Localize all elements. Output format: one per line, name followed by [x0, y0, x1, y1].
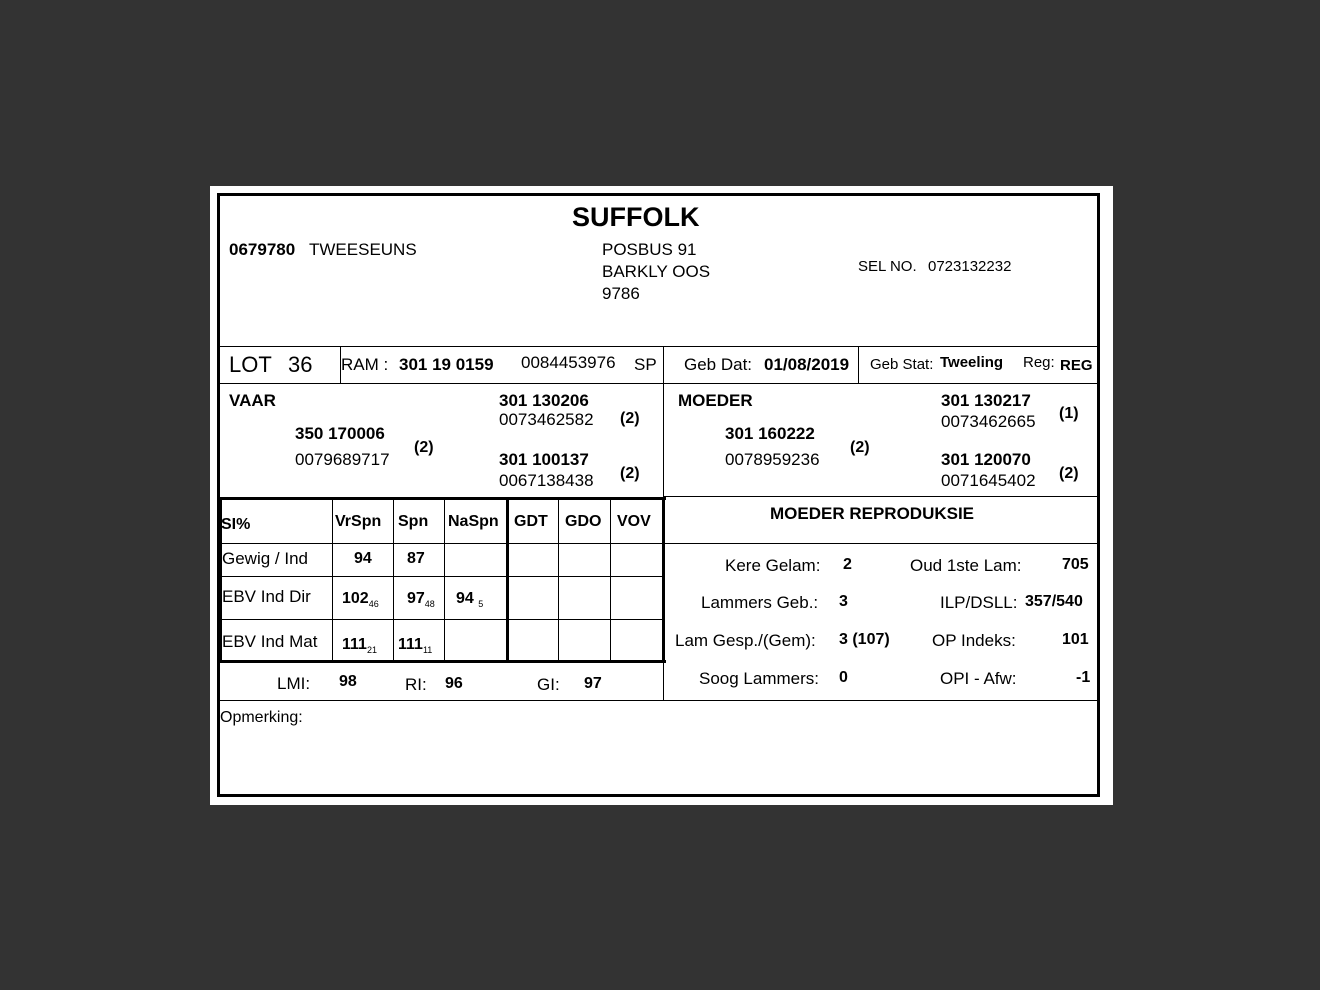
kere-gelam-label: Kere Gelam: [725, 556, 821, 575]
ram-reg-number: 0084453976 [521, 353, 616, 372]
table-col-line [610, 499, 611, 661]
oud-1ste-lam-value: 705 [1062, 556, 1089, 573]
address-line-1: POSBUS 91 [602, 240, 697, 259]
owner-name: TWEESEUNS [309, 240, 417, 259]
dam-label: MOEDER [678, 391, 753, 410]
sire-dam-count: (2) [620, 465, 640, 482]
ebv-mat-spn: $111_{11}$ [398, 636, 433, 655]
ri-value: 96 [445, 675, 463, 692]
gdt-header: GDT [514, 513, 548, 530]
table-row-line [220, 543, 664, 544]
table-border [506, 497, 509, 663]
divider-line [858, 346, 859, 383]
row-label-ebv-mat: EBV Ind Mat [222, 632, 318, 651]
divider-line [220, 700, 1098, 701]
phone-label: SEL NO. [858, 258, 917, 275]
row-label-ebv-dir: EBV Ind Dir [222, 587, 311, 606]
sire-dam-reg: 0067138438 [499, 471, 594, 490]
dam-reg: 0078959236 [725, 450, 820, 469]
oud-1ste-lam-label: Oud 1ste Lam: [910, 556, 1022, 575]
dam-sire-id: 301 130217 [941, 391, 1031, 410]
dam-dam-reg: 0071645402 [941, 471, 1036, 490]
si-header: SI% [221, 516, 251, 533]
gewig-spn: 87 [407, 550, 425, 567]
lam-gesp-label: Lam Gesp./(Gem): [675, 631, 816, 650]
remarks-label: Opmerking: [220, 709, 303, 726]
sire-dam-id: 301 100137 [499, 450, 589, 469]
breed-title: SUFFOLK [572, 202, 700, 232]
gdo-header: GDO [565, 513, 602, 530]
dam-count: (2) [850, 439, 870, 456]
ebv-dir-spn: $97_{48}$ [407, 590, 435, 609]
lot-card-border [217, 193, 1100, 797]
dam-id: 301 160222 [725, 424, 815, 443]
row-label-gewig: Gewig / Ind [222, 549, 308, 568]
dam-dam-count: (2) [1059, 465, 1079, 482]
sire-sire-count: (2) [620, 410, 640, 427]
lammers-geb-value: 3 [839, 593, 848, 610]
vov-header: VOV [617, 513, 651, 530]
birth-status: Tweeling [940, 354, 1004, 371]
op-indeks-label: OP Indeks: [932, 631, 1016, 650]
dam-dam-id: 301 120070 [941, 450, 1031, 469]
soog-lammers-label: Soog Lammers: [699, 669, 819, 688]
kere-gelam-value: 2 [843, 556, 852, 573]
owner-code: 0679780 [229, 240, 296, 259]
ebv-dir-vrspn: $102_{46}$ [342, 590, 379, 609]
gewig-vrspn: 94 [354, 550, 372, 567]
address-line-2: BARKLY OOS [602, 262, 711, 281]
table-border [219, 497, 666, 500]
lmi-label: LMI: [277, 674, 311, 693]
naspn-header: NaSpn [448, 513, 499, 530]
ilp-dsll-value: 357/540 [1025, 593, 1083, 610]
op-indeks-value: 101 [1062, 631, 1089, 648]
phone-number: 0723132232 [928, 258, 1012, 275]
ram-code: SP [634, 355, 657, 374]
sire-reg: 0079689717 [295, 450, 390, 469]
opi-afw-label: OPI - Afw: [940, 669, 1017, 688]
sire-label: VAAR [229, 391, 276, 410]
vrspn-header: VrSpn [335, 513, 382, 530]
sire-id: 350 170006 [295, 424, 385, 443]
soog-lammers-value: 0 [839, 669, 848, 686]
table-col-line [393, 499, 394, 661]
dam-sire-reg: 0073462665 [941, 412, 1036, 431]
table-row-line [220, 576, 664, 577]
ram-id: 301 19 0159 [399, 355, 494, 374]
birth-date: 01/08/2019 [764, 355, 850, 374]
table-col-line [558, 499, 559, 661]
ri-label: RI: [405, 675, 427, 694]
ilp-dsll-label: ILP/DSLL: [940, 593, 1018, 612]
gi-label: GI: [537, 675, 560, 694]
reproduction-title: MOEDER REPRODUKSIE [770, 504, 975, 523]
table-col-line [444, 499, 445, 661]
reg-label: Reg: [1023, 354, 1055, 371]
table-border [219, 660, 666, 663]
sire-count: (2) [414, 439, 434, 456]
table-col-line [332, 499, 333, 661]
lot-label: LOT [229, 352, 272, 377]
ebv-dir-naspn: 94 $_5$ [456, 590, 484, 609]
address-line-3: 9786 [602, 284, 640, 303]
divider-line [664, 543, 1098, 544]
sire-sire-id: 301 130206 [499, 391, 589, 410]
lot-number: 36 [288, 352, 313, 377]
dam-sire-count: (1) [1059, 405, 1079, 422]
lam-gesp-value: 3 (107) [839, 631, 890, 648]
table-row-line [220, 619, 664, 620]
gi-value: 97 [584, 675, 602, 692]
opi-afw-value: -1 [1076, 669, 1091, 686]
birth-status-label: Geb Stat: [870, 356, 934, 373]
lammers-geb-label: Lammers Geb.: [701, 593, 819, 612]
divider-line [664, 496, 1098, 497]
birth-date-label: Geb Dat: [684, 355, 753, 374]
lmi-value: 98 [339, 673, 357, 690]
reg-value: REG [1060, 357, 1093, 374]
spn-header: Spn [398, 513, 429, 530]
ram-label: RAM : [341, 355, 389, 374]
table-border [662, 497, 665, 663]
sire-sire-reg: 0073462582 [499, 410, 594, 429]
divider-line [220, 346, 1098, 347]
ebv-mat-vrspn: $111_{21}$ [342, 636, 377, 655]
divider-line [220, 383, 1098, 384]
